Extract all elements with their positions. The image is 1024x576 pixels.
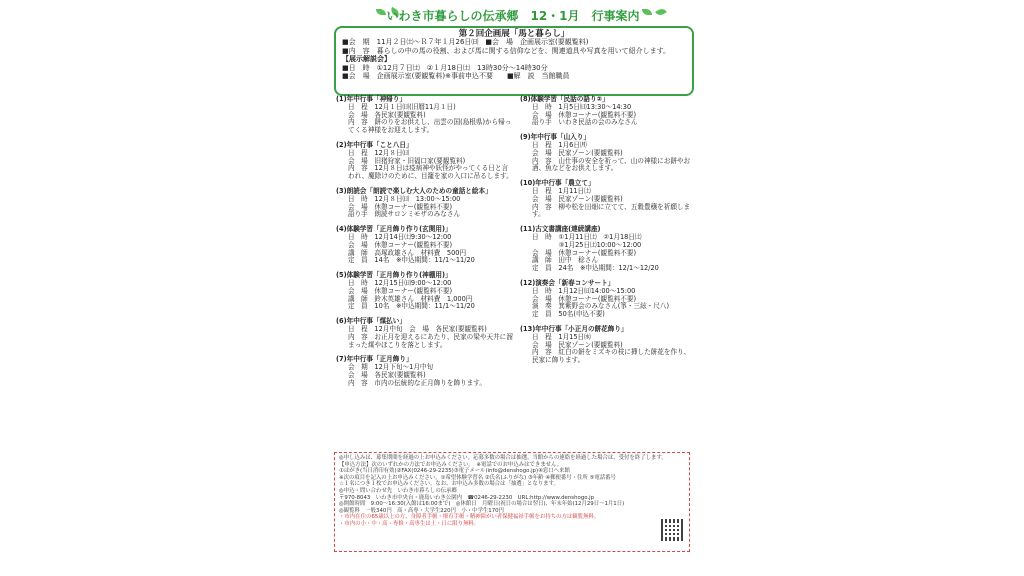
event-title: (10)年中行事「農立て」 [520, 179, 595, 188]
event-detail: 会 場 民家ゾーン(要観覧料) [532, 340, 623, 349]
event-item [336, 356, 514, 387]
notice-line: 〒970-8043 いわき市中央台・鹿島いわき公園内 ☎0246-29-2230 URL:http://www.denshogo.jp [339, 494, 595, 501]
exhibit-sub-line: ■日 時 ①12月７日㈯ ②１月18日㈯ 13時30分～14時30分 [342, 63, 548, 72]
event-detail: 内 容 市内の伝統的な正月飾りを飾ります。 [348, 378, 486, 387]
event-detail: 日 程 12月８日㈰ [348, 148, 410, 157]
event-detail: 日 時 12月８日㈰ 13:00～15:00 [348, 194, 461, 203]
event-item [336, 142, 514, 181]
event-item [336, 188, 514, 219]
event-item [520, 96, 692, 127]
event-title: (9)年中行事「山入り」 [520, 133, 590, 142]
event-detail: 演 奏 箕紫野会のみなさん(箏・三絃・尺八) [532, 302, 670, 311]
event-detail: 日 程 1月15日㈬ [532, 332, 591, 341]
notice-line: ◎開館時間 9:00～16:30(入館は16:00まで) ◎休館日 月曜日(祝日の場合は翌日)、年末年始(12月29日～1月1日) [339, 501, 625, 508]
event-item [336, 226, 514, 265]
exhibit-sub-line: ■会 場 企画展示室(要観覧料)※事前申込不要 ■解 説 当館職員 [342, 72, 570, 81]
exhibit-title: 第２回企画展「馬と暮らし」 [458, 29, 570, 39]
event-title: (6)年中行事「煤払い」 [336, 317, 406, 326]
event-title: (12)演奏会「新春コンサート」 [520, 278, 615, 287]
page-title: いわき市暮らしの伝承郷 12・1月 行事案内 [386, 9, 640, 23]
event-detail: 会 場 休憩コーナー(観覧料不要) [348, 240, 453, 249]
event-detail: 日 時 12月15日㈰9:00～12:00 [348, 278, 452, 287]
exhibit-sub-title: 【展示解説会】 [342, 55, 391, 64]
event-detail: 定 員 50名(申込不要) [532, 310, 605, 319]
event-detail: 会 場 各民家(要観覧料) [348, 370, 426, 379]
event-detail: 日 程 1月6日㈪ [532, 140, 587, 149]
notice-line: ①はがき(当日消印有効)②FAX(0246-29-2235)③電子メール(info@denshogo.jp)④窓口へ来館 [339, 468, 570, 475]
event-detail: 会 場 休憩コーナー(観覧料不要) [348, 202, 453, 211]
event-title: (4)体験学習「正月飾り作り(玄関用)」 [336, 225, 452, 234]
event-item [336, 318, 514, 349]
event-detail: 内 容 お正月を迎えるにあたり、民家の梁や天井に溜まった煤やほこりを落とします。 [348, 332, 513, 349]
event-detail: 講 師 高塚政雄さん 材料費 500円 [348, 248, 467, 257]
event-detail: 会 期 12月下旬～1月中旬 [348, 363, 434, 372]
event-item [520, 180, 692, 219]
event-detail: ③1月25日㈯10:00～12:00 [532, 240, 642, 249]
event-detail: 会 場 休憩コーナー(観覧料不要) [348, 286, 453, 295]
right-column [520, 96, 692, 372]
event-detail: 会 場 旧猪狩家・旧福口家(要観覧料) [348, 156, 466, 165]
event-item [336, 96, 514, 135]
event-detail: 会 場 民家ゾーン(要観覧料) [532, 148, 623, 157]
event-item [520, 226, 692, 273]
event-title: (11)古文書講座(連続講座) [520, 225, 601, 234]
notice-line: ◎申し込みは、募集期間を経過の上お申込みください。応募多数の場合は抽選。当館からの連絡を経過した場合は、受付を終了します。 [339, 455, 667, 461]
event-title: (3)朗読会「朗読で楽しむ大人のための童話と絵本」 [336, 186, 492, 195]
event-detail: 会 場 各民家(要観覧料) [348, 110, 426, 119]
event-detail: 会 場 休憩コーナー(観覧料不要) [532, 110, 637, 119]
event-title: (5)体験学習「正月飾り作り(神棚用)」 [336, 271, 452, 280]
event-detail: 定 員 14名 ※申込期間：11/1～11/20 [348, 256, 475, 265]
notice-line: ☆１名につき１枚でお申込みください。なお、お申込み多数の場合は「抽選」となります。 [339, 481, 559, 488]
event-detail: 日 程 1月11日㈯ [532, 186, 591, 195]
event-detail: 日 時 1月5日㈰13:30～14:30 [532, 102, 632, 111]
left-column [336, 96, 514, 395]
event-detail: 日 程 12月中旬 会 場 各民家(要観覧料) [348, 324, 487, 333]
event-detail: 日 時 1月12日㈰14:00～15:00 [532, 286, 636, 295]
event-detail: 日 時 ①1月11日㈯ ②1月18日㈯ [532, 232, 642, 241]
notice-line: ※次の項目を記入の上お申込みください。①希望体験学習名 ②氏名(ふりがな) ③年齢 ④郵便番号・住所 ⑤電話番号 [339, 474, 616, 481]
event-detail: 語り手 朗読サロンミモザのみなさん [348, 210, 461, 219]
notice-box [334, 452, 690, 552]
event-title: (8)体験学習「民話の語り②」 [520, 95, 609, 103]
event-title: (7)年中行事「正月飾り」 [336, 355, 413, 364]
event-detail: 内 容 餅のりをお供えし、出雲の国(島根県)から帰ってくる神様をお迎えします。 [348, 118, 512, 135]
notice-line: ◎観覧料 一般340円 高・高専・大学生220円 小・中学生170円 [339, 507, 504, 514]
event-detail: 日 程 12月１日㈰(旧暦11月１日) [348, 102, 456, 111]
event-item [336, 272, 514, 311]
event-detail: 日 時 12月14日㈯9:30～12:00 [348, 232, 452, 241]
event-detail: 会 場 民家ゾーン(要観覧料) [532, 194, 623, 203]
event-detail: 内 容 12月８日は疫病神や妖怪がやってくる日と言われ、魔除けのために、目籠を家の入口に吊るします。 [348, 164, 513, 181]
qr-code-icon [661, 519, 683, 541]
event-detail: 語り手 いわき民話の会のみなさん [532, 118, 638, 127]
event-detail: 内 容 紅白の餅をミズキの枝に挿した餅花を作り、民家に飾ります。 [532, 348, 691, 365]
event-title: (1)年中行事「神帰り」 [336, 95, 406, 103]
notice-line: 【申込方法】次のいずれかの方法でお申込みください。 ※電話でのお申込みはできません。 [339, 461, 563, 468]
event-detail: 講 師 鈴木英雄さん 材料費 1,000円 [348, 294, 473, 303]
flyer-page [330, 0, 696, 576]
notice-line: ◎申込・問い合わせ先 いわき市暮らしの伝承郷 [339, 487, 457, 494]
exhibit-box [334, 26, 694, 96]
event-item [520, 280, 692, 319]
event-item [520, 134, 692, 173]
notice-red-line: ・市内の小・中・高・専修・高専生は土・日に限り無料。 [339, 520, 480, 527]
event-detail: 内 容 山仕事の安全を祈って、山の神様にお餅やお酒、魚などをお供えします。 [532, 156, 691, 173]
exhibit-line: ■会 期 11月２日㈯～Ｒ７年１月26日㈰ ■会 場 企画展示室(要観覧料) [342, 38, 589, 47]
event-detail: 定 員 10名 ※申込期間：11/1～11/20 [348, 302, 475, 311]
event-detail: 内 容 柳や松を田畑に立てて、五穀豊穣を祈願します。 [532, 202, 691, 219]
event-title: (13)年中行事「小正月の餅花飾り」 [520, 324, 628, 333]
exhibit-line: ■内 容 暮らしの中の馬の役割、および馬に関する信仰などを、関連道具や写真を用いて紹介します。 [342, 46, 671, 55]
notice-red-line: ・市内在住の65歳以上の方、身障者手帳・療育手帳・精神障がい者保健福祉手帳をお持ちの方は観覧無料。 [339, 514, 600, 521]
event-item [520, 326, 692, 365]
event-title: (2)年中行事「こと八日」 [336, 140, 413, 149]
event-detail: 講 師 田中 稔さん [532, 256, 598, 265]
event-detail: 会 場 休憩コーナー(観覧料不要) [532, 294, 637, 303]
event-detail: 会 場 休憩コーナー(観覧料不要) [532, 248, 637, 257]
event-detail: 定 員 24名 ※申込期間：12/1～12/20 [532, 264, 659, 273]
